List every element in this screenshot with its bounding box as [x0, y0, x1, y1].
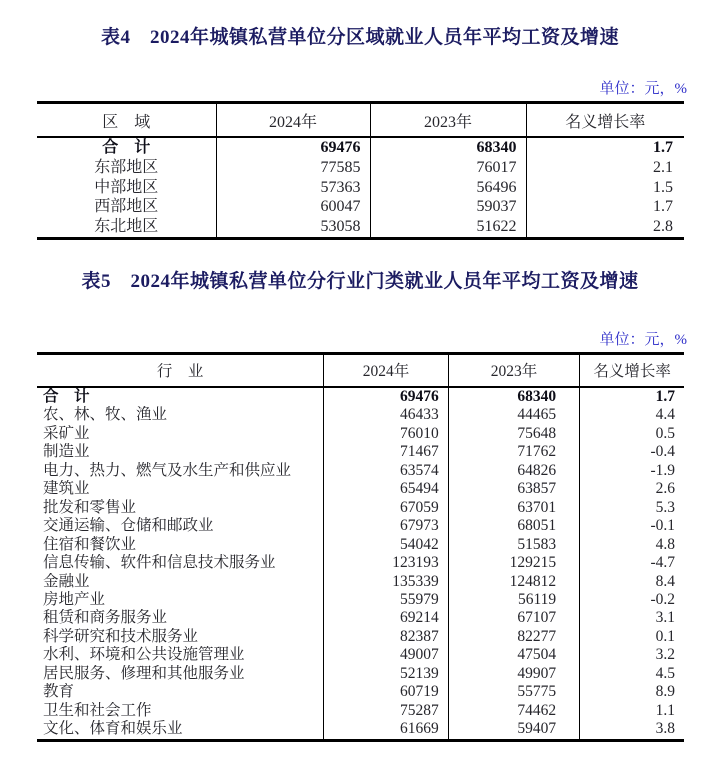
cell-growth: 1.7 — [653, 198, 673, 216]
cell-y2024: 61669 — [324, 720, 448, 740]
table4-title: 表4 2024年城镇私营单位分区域就业人员年平均工资及增速 — [100, 27, 619, 48]
cell-growth: -0.4 — [650, 443, 675, 461]
cell-y2024: 69476 — [324, 387, 448, 406]
cell-y2024: 71467 — [324, 443, 448, 461]
cell-growth: 8.9 — [655, 683, 675, 701]
industry-wage-table — [37, 352, 684, 742]
col-header-2023: 2023年 — [370, 103, 526, 138]
table-row — [37, 178, 684, 198]
table-row — [37, 197, 684, 217]
cell-label: 住宿和餐饮业 — [37, 536, 324, 554]
cell-label: 交通运输、仓储和邮政业 — [37, 517, 324, 535]
region-wage-table — [37, 101, 684, 240]
industry-wage-table-body — [37, 387, 684, 740]
cell-y2024: 77585 — [216, 158, 370, 178]
cell-label: 水利、环境和公共设施管理业 — [37, 646, 324, 664]
table5-title: 表5 2024年城镇私营单位分行业门类就业人员年平均工资及增速 — [81, 270, 639, 292]
col-header-region: 区 域 — [37, 103, 216, 138]
cell-y2023: 68340 — [448, 387, 579, 406]
cell-label: 电力、热力、燃气及水生产和供应业 — [37, 462, 324, 480]
header-row — [37, 103, 684, 138]
cell-y2024: 82387 — [324, 628, 448, 646]
cell-y2024: 49007 — [324, 646, 448, 664]
table-row — [37, 536, 684, 554]
cell-y2023: 55775 — [448, 683, 579, 701]
table-row — [37, 609, 684, 627]
table-row — [37, 499, 684, 517]
table-row — [37, 628, 684, 646]
table-row — [37, 462, 684, 480]
table4-unit-line — [0, 79, 687, 99]
table-row — [37, 646, 684, 664]
cell-y2023: 71762 — [448, 443, 579, 461]
cell-label: 金融业 — [37, 573, 324, 591]
col-header-industry: 行 业 — [37, 353, 324, 387]
cell-growth: 4.5 — [655, 664, 675, 682]
region-wage-table-header — [37, 103, 684, 138]
cell-label: 教育 — [37, 683, 324, 701]
cell-y2024: 76010 — [324, 425, 448, 443]
cell-y2023: 51622 — [370, 217, 526, 238]
cell-y2024: 67973 — [324, 517, 448, 535]
cell-y2024: 67059 — [324, 499, 448, 517]
cell-y2024: 69214 — [324, 609, 448, 627]
cell-y2023: 56119 — [448, 591, 579, 609]
cell-growth: 3.8 — [655, 720, 675, 738]
cell-label: 采矿业 — [37, 425, 324, 443]
cell-growth: 0.1 — [655, 627, 675, 645]
cell-growth: 2.6 — [655, 480, 675, 498]
cell-y2024: 53058 — [216, 217, 370, 238]
cell-y2023: 59407 — [448, 720, 579, 740]
cell-label: 科学研究和技术服务业 — [37, 628, 324, 646]
cell-y2024: 55979 — [324, 591, 448, 609]
table5-unit-label: 单位：元，% — [599, 331, 687, 348]
header-row — [37, 353, 684, 387]
cell-growth: 2.8 — [653, 218, 673, 236]
cell-label: 合 计 — [37, 387, 324, 406]
cell-y2023: 56496 — [370, 178, 526, 198]
cell-y2023: 63857 — [448, 480, 579, 498]
cell-y2023: 63701 — [448, 499, 579, 517]
cell-y2024: 65494 — [324, 480, 448, 498]
cell-growth: 1.1 — [655, 701, 675, 719]
table5-section — [0, 271, 720, 742]
cell-growth: 0.5 — [655, 424, 675, 442]
cell-label: 文化、体育和娱乐业 — [37, 720, 324, 740]
table-row — [37, 720, 684, 740]
cell-y2023: 74462 — [448, 702, 579, 720]
cell-y2023: 68051 — [448, 517, 579, 535]
cell-y2023: 59037 — [370, 197, 526, 217]
cell-y2023: 49907 — [448, 665, 579, 683]
cell-growth: 4.8 — [655, 535, 675, 553]
col-header-growth: 名义增长率 — [580, 353, 684, 387]
cell-y2024: 52139 — [324, 665, 448, 683]
table-row — [37, 683, 684, 701]
cell-growth: 1.7 — [653, 139, 673, 156]
cell-label: 制造业 — [37, 443, 324, 461]
table4-unit-label: 单位：元，% — [599, 81, 687, 97]
col-header-2024: 2024年 — [216, 103, 370, 138]
table-row — [37, 387, 684, 406]
table-row — [37, 702, 684, 720]
cell-growth: 2.1 — [653, 158, 673, 176]
table-row — [37, 517, 684, 535]
cell-y2024: 75287 — [324, 702, 448, 720]
cell-label: 房地产业 — [37, 591, 324, 609]
industry-wage-table-header — [37, 353, 684, 387]
cell-label: 居民服务、修理和其他服务业 — [37, 665, 324, 683]
cell-growth: 4.4 — [655, 406, 675, 424]
table-row — [37, 158, 684, 178]
cell-label: 卫生和社会工作 — [37, 702, 324, 720]
cell-y2023: 124812 — [448, 573, 579, 591]
cell-y2024: 135339 — [324, 573, 448, 591]
cell-label: 农、林、牧、渔业 — [37, 406, 324, 424]
table-row — [37, 443, 684, 461]
cell-growth: 1.7 — [655, 387, 675, 405]
col-header-2023: 2023年 — [448, 353, 579, 387]
cell-growth: 1.5 — [653, 178, 673, 196]
cell-growth: 3.2 — [655, 646, 675, 664]
cell-y2023: 82277 — [448, 628, 579, 646]
cell-y2024: 57363 — [216, 178, 370, 198]
cell-growth: 5.3 — [655, 498, 675, 516]
table-row — [37, 554, 684, 572]
cell-label: 合 计 — [37, 137, 216, 158]
cell-y2023: 68340 — [370, 137, 526, 158]
table-row — [37, 665, 684, 683]
cell-label: 租赁和商务服务业 — [37, 609, 324, 627]
table-row — [37, 217, 684, 238]
cell-y2024: 60719 — [324, 683, 448, 701]
cell-y2023: 76017 — [370, 158, 526, 178]
cell-y2024: 54042 — [324, 536, 448, 554]
table-row — [37, 480, 684, 498]
cell-growth: -4.7 — [650, 554, 675, 572]
cell-y2023: 75648 — [448, 425, 579, 443]
cell-label: 建筑业 — [37, 480, 324, 498]
cell-y2023: 129215 — [448, 554, 579, 572]
cell-y2023: 51583 — [448, 536, 579, 554]
cell-growth: -1.9 — [650, 461, 675, 479]
cell-growth: -0.1 — [650, 517, 675, 535]
table5-unit-line — [0, 330, 687, 350]
cell-y2023: 64826 — [448, 462, 579, 480]
table-row — [37, 573, 684, 591]
cell-label: 中部地区 — [37, 178, 216, 198]
cell-label: 信息传输、软件和信息技术服务业 — [37, 554, 324, 572]
col-header-growth: 名义增长率 — [526, 103, 684, 138]
cell-y2023: 47504 — [448, 646, 579, 664]
table-row — [37, 406, 684, 424]
cell-y2024: 60047 — [216, 197, 370, 217]
cell-growth: 3.1 — [655, 609, 675, 627]
cell-y2024: 63574 — [324, 462, 448, 480]
col-header-2024: 2024年 — [324, 353, 448, 387]
region-wage-table-body — [37, 137, 684, 238]
cell-y2023: 67107 — [448, 609, 579, 627]
cell-growth: 8.4 — [655, 572, 675, 590]
cell-label: 批发和零售业 — [37, 499, 324, 517]
table-row — [37, 425, 684, 443]
cell-growth: -0.2 — [650, 590, 675, 608]
cell-label: 东部地区 — [37, 158, 216, 178]
cell-y2024: 69476 — [216, 137, 370, 158]
table-row — [37, 591, 684, 609]
cell-label: 东北地区 — [37, 217, 216, 238]
table4-section — [0, 0, 720, 240]
cell-label: 西部地区 — [37, 197, 216, 217]
cell-y2023: 44465 — [448, 406, 579, 424]
cell-y2024: 123193 — [324, 554, 448, 572]
cell-y2024: 46433 — [324, 406, 448, 424]
table-row — [37, 137, 684, 158]
